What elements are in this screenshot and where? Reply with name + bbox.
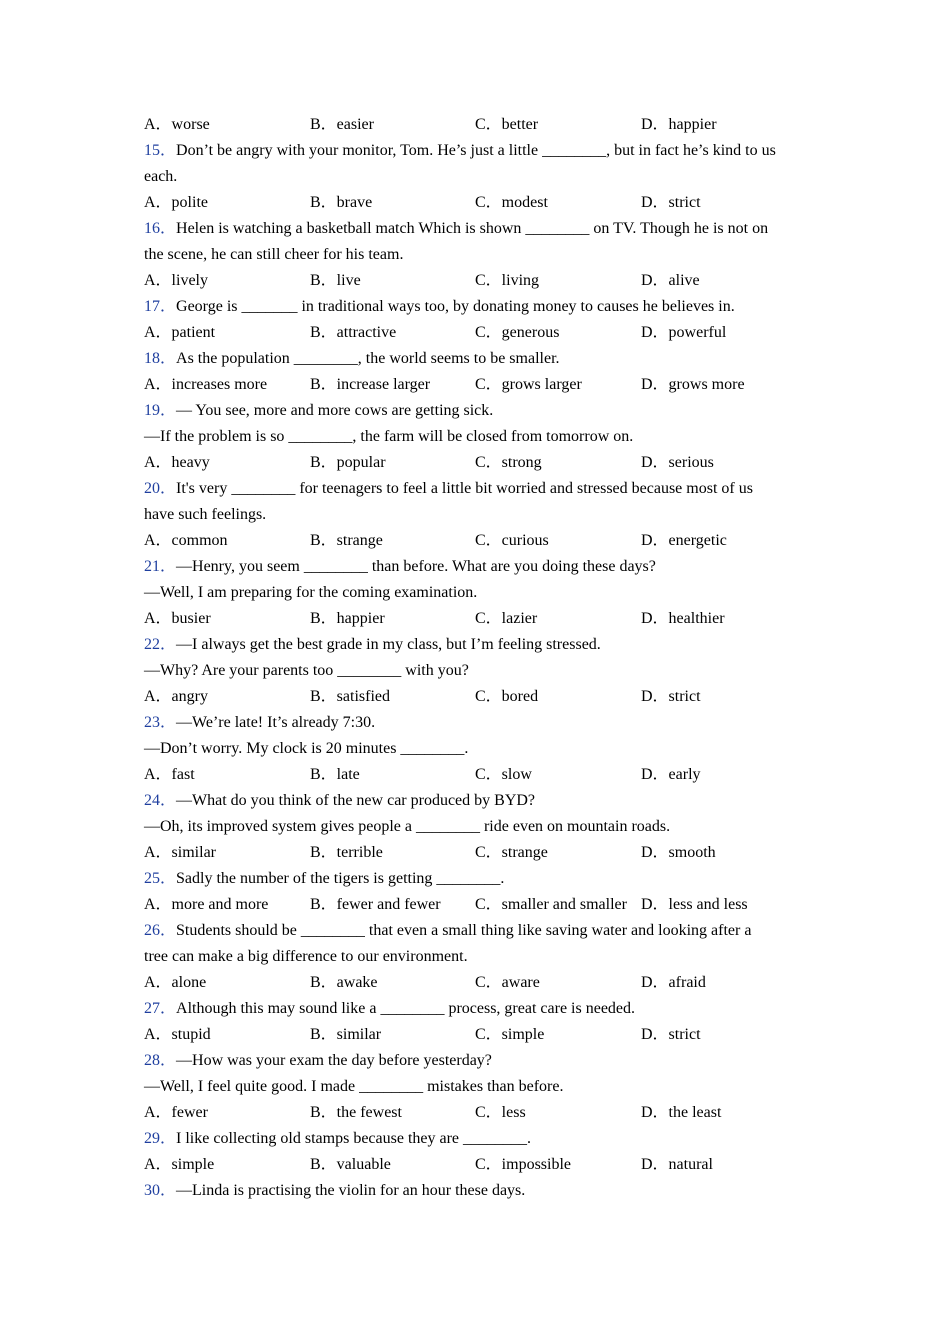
option-c: C．grows larger: [475, 376, 582, 393]
option-d: D．the least: [641, 1104, 722, 1121]
option-b: B．easier: [310, 116, 374, 133]
question-text-cont: have such feelings.: [144, 506, 267, 523]
option-b: B．awake: [310, 974, 378, 991]
question-29: [144, 1126, 809, 1152]
question-20: [144, 476, 809, 502]
options-q27: [144, 1022, 809, 1048]
question-text-cont: —Don’t worry. My clock is 20 minutes ________.: [144, 740, 469, 757]
options-q25: [144, 892, 809, 918]
question-text: —Linda is practising the violin for an hour these days.: [176, 1182, 526, 1199]
question-number: 30．: [144, 1182, 177, 1199]
question-number: 22．: [144, 636, 177, 653]
option-a: A．worse: [144, 116, 210, 133]
question-24: [144, 788, 809, 814]
option-a: A．fewer: [144, 1104, 208, 1121]
options-q29: [144, 1152, 809, 1178]
question-15: [144, 138, 809, 164]
question-text: I like collecting old stamps because they are ________.: [176, 1130, 532, 1147]
option-b: B．live: [310, 272, 361, 289]
option-d: D．early: [641, 766, 701, 783]
options-q14: [144, 112, 809, 138]
question-text: As the population ________, the world seems to be smaller.: [176, 350, 560, 367]
option-a: A．simple: [144, 1156, 215, 1173]
options-q26: [144, 970, 809, 996]
option-c: C．less: [475, 1104, 526, 1121]
option-a: A．heavy: [144, 454, 210, 471]
option-a: A．angry: [144, 688, 208, 705]
options-q20: [144, 528, 809, 554]
question-number: 15．: [144, 142, 177, 159]
question-21: [144, 554, 809, 580]
options-q18: [144, 372, 809, 398]
option-a: A．stupid: [144, 1026, 211, 1043]
option-d: D．natural: [641, 1156, 713, 1173]
question-text: It's very ________ for teenagers to feel a little bit worried and stressed because most of us: [176, 480, 753, 497]
option-c: C．simple: [475, 1026, 545, 1043]
question-number: 20．: [144, 480, 177, 497]
options-q23: [144, 762, 809, 788]
exam-page: [144, 112, 809, 1204]
option-c: C．generous: [475, 324, 560, 341]
option-d: D．afraid: [641, 974, 706, 991]
question-18: [144, 346, 809, 372]
question-text: —I always get the best grade in my class, but I’m feeling stressed.: [176, 636, 601, 653]
question-22: [144, 632, 809, 658]
question-text: Sadly the number of the tigers is getting ________.: [176, 870, 505, 887]
question-text-cont: tree can make a big difference to our environment.: [144, 948, 468, 965]
option-b: B．late: [310, 766, 360, 783]
question-30: [144, 1178, 809, 1204]
option-d: D．powerful: [641, 324, 727, 341]
question-19: [144, 398, 809, 424]
option-c: C．smaller and smaller: [475, 896, 627, 913]
option-c: C．modest: [475, 194, 548, 211]
option-c: C．lazier: [475, 610, 538, 627]
question-25: [144, 866, 809, 892]
option-d: D．strict: [641, 194, 701, 211]
option-a: A．similar: [144, 844, 216, 861]
option-a: A．alone: [144, 974, 207, 991]
question-text-cont: —Well, I feel quite good. I made ________ mistakes than before.: [144, 1078, 564, 1095]
question-text-cont: —Oh, its improved system gives people a ________ ride even on mountain roads.: [144, 818, 671, 835]
option-c: C．strange: [475, 844, 548, 861]
question-number: 24．: [144, 792, 177, 809]
option-d: D．grows more: [641, 376, 745, 393]
question-text: —What do you think of the new car produced by BYD?: [176, 792, 536, 809]
option-a: A．patient: [144, 324, 216, 341]
option-d: D．strict: [641, 688, 701, 705]
option-c: C．bored: [475, 688, 539, 705]
question-text: — You see, more and more cows are getting sick.: [176, 402, 494, 419]
question-text-cont: —Well, I am preparing for the coming examination.: [144, 584, 478, 601]
option-b: B．the fewest: [310, 1104, 402, 1121]
options-q28: [144, 1100, 809, 1126]
option-b: B．satisfied: [310, 688, 390, 705]
option-d: D．serious: [641, 454, 714, 471]
option-a: A．polite: [144, 194, 208, 211]
option-a: A．busier: [144, 610, 211, 627]
question-number: 16．: [144, 220, 177, 237]
option-c: C．impossible: [475, 1156, 572, 1173]
option-c: C．curious: [475, 532, 549, 549]
option-b: B．brave: [310, 194, 373, 211]
options-q17: [144, 320, 809, 346]
option-b: B．fewer and fewer: [310, 896, 441, 913]
option-a: A．increases more: [144, 376, 268, 393]
option-b: B．happier: [310, 610, 385, 627]
question-23: [144, 710, 809, 736]
option-c: C．aware: [475, 974, 540, 991]
question-number: 26．: [144, 922, 177, 939]
question-number: 19．: [144, 402, 177, 419]
options-q22: [144, 684, 809, 710]
option-d: D．healthier: [641, 610, 725, 627]
question-text: George is _______ in traditional ways too, by donating money to causes he believes in.: [176, 298, 735, 315]
option-c: C．better: [475, 116, 539, 133]
option-c: C．slow: [475, 766, 532, 783]
option-b: B．increase larger: [310, 376, 431, 393]
question-16: [144, 216, 809, 242]
question-number: 23．: [144, 714, 177, 731]
question-26: [144, 918, 809, 944]
options-q15: [144, 190, 809, 216]
option-d: D．energetic: [641, 532, 727, 549]
option-a: A．lively: [144, 272, 208, 289]
question-text-cont: —If the problem is so ________, the farm will be closed from tomorrow on.: [144, 428, 634, 445]
option-b: B．valuable: [310, 1156, 391, 1173]
question-number: 21．: [144, 558, 177, 575]
question-text: Don’t be angry with your monitor, Tom. He’s just a little ________, but in fact he’s kind to us: [176, 142, 776, 159]
option-d: D．strict: [641, 1026, 701, 1043]
question-text: —Henry, you seem ________ than before. What are you doing these days?: [176, 558, 656, 575]
question-number: 25．: [144, 870, 177, 887]
question-27: [144, 996, 809, 1022]
question-28: [144, 1048, 809, 1074]
options-q21: [144, 606, 809, 632]
option-b: B．attractive: [310, 324, 397, 341]
question-text-cont: each.: [144, 168, 178, 185]
option-d: D．smooth: [641, 844, 716, 861]
option-a: A．fast: [144, 766, 195, 783]
question-text: Helen is watching a basketball match Which is shown ________ on TV. Though he is not on: [176, 220, 769, 237]
options-q16: [144, 268, 809, 294]
question-number: 18．: [144, 350, 177, 367]
question-number: 28．: [144, 1052, 177, 1069]
option-b: B．strange: [310, 532, 383, 549]
option-a: A．more and more: [144, 896, 269, 913]
options-q19: [144, 450, 809, 476]
option-b: B．similar: [310, 1026, 382, 1043]
option-c: C．strong: [475, 454, 542, 471]
options-q24: [144, 840, 809, 866]
option-d: D．happier: [641, 116, 717, 133]
question-text-cont: the scene, he can still cheer for his team.: [144, 246, 404, 263]
option-b: B．popular: [310, 454, 386, 471]
question-text: Students should be ________ that even a small thing like saving water and looking after a: [176, 922, 752, 939]
question-number: 27．: [144, 1000, 177, 1017]
question-text-cont: —Why? Are your parents too ________ with you?: [144, 662, 469, 679]
question-text: —How was your exam the day before yesterday?: [176, 1052, 492, 1069]
question-17: [144, 294, 809, 320]
option-d: D．alive: [641, 272, 700, 289]
question-text: —We’re late! It’s already 7:30.: [176, 714, 376, 731]
option-a: A．common: [144, 532, 228, 549]
option-b: B．terrible: [310, 844, 383, 861]
option-c: C．living: [475, 272, 540, 289]
option-d: D．less and less: [641, 896, 748, 913]
question-number: 29．: [144, 1130, 177, 1147]
question-text: Although this may sound like a ________ process, great care is needed.: [176, 1000, 636, 1017]
question-number: 17．: [144, 298, 177, 315]
